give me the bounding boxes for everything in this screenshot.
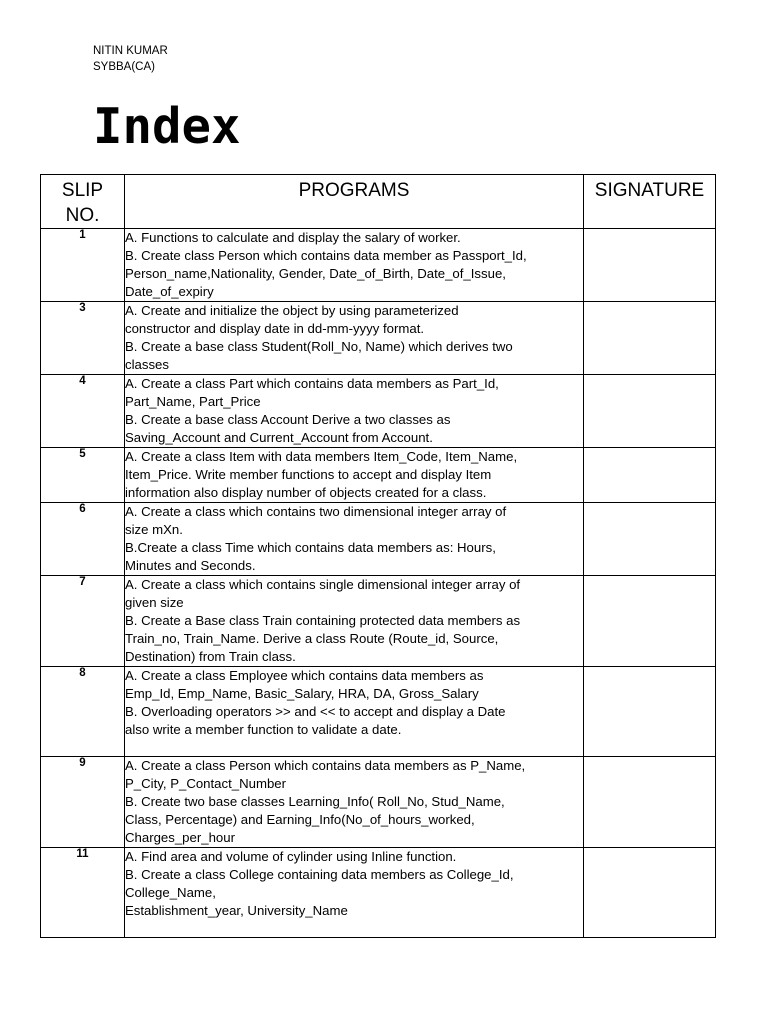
program-line: Item_Price. Write member functions to accept and display Item <box>125 467 492 482</box>
author-name: NITIN KUMAR <box>93 45 168 57</box>
header-slip-line2: NO. <box>65 205 100 226</box>
signature-cell <box>584 576 716 667</box>
program-line: Emp_Id, Emp_Name, Basic_Salary, HRA, DA, Gross_Salary <box>125 686 479 701</box>
signature-cell <box>584 848 716 938</box>
program-line: given size <box>125 595 184 610</box>
program-line: Class, Percentage) and Earning_Info(No_of_hours_worked, <box>125 812 475 827</box>
signature-cell <box>584 667 716 757</box>
signature-cell <box>584 229 716 302</box>
program-line: A. Create and initialize the object by using parameterized <box>125 303 459 318</box>
program-description <box>125 375 584 448</box>
program-line: B. Create a class College containing data members as College_Id, <box>125 867 514 882</box>
signature-cell <box>584 375 716 448</box>
table-row <box>41 576 716 667</box>
table-row <box>41 503 716 576</box>
header-slip-line1: SLIP <box>61 180 104 201</box>
table-row <box>41 757 716 848</box>
program-line: Part_Name, Part_Price <box>125 394 261 409</box>
header-signature: SIGNATURE <box>584 175 716 229</box>
table-header-row <box>41 175 716 229</box>
program-description <box>125 503 584 576</box>
program-line: B. Create class Person which contains data member as Passport_Id, <box>125 248 527 263</box>
slip-number: 1 <box>41 229 125 302</box>
slip-number: 4 <box>41 375 125 448</box>
program-line: A. Create a class which contains two dimensional integer array of <box>125 504 507 519</box>
program-description <box>125 229 584 302</box>
signature-cell <box>584 448 716 503</box>
index-table <box>40 174 716 938</box>
author-class: SYBBA(CA) <box>93 61 155 73</box>
table-row <box>41 229 716 302</box>
program-description <box>125 667 584 757</box>
program-description <box>125 757 584 848</box>
program-line: P_City, P_Contact_Number <box>125 776 287 791</box>
program-line: B. Create a base class Student(Roll_No, Name) which derives two <box>125 339 513 354</box>
program-line: Charges_per_hour <box>125 830 235 845</box>
program-line: A. Create a class Item with data members Item_Code, Item_Name, <box>125 449 518 464</box>
program-line: A. Create a class Part which contains data members as Part_Id, <box>125 376 499 391</box>
program-line: A. Functions to calculate and display the salary of worker. <box>125 230 461 245</box>
header-slip-no <box>41 175 125 229</box>
author-block <box>93 43 168 75</box>
signature-cell <box>584 757 716 848</box>
program-line: constructor and display date in dd-mm-yyyy format. <box>125 321 425 336</box>
table-row <box>41 848 716 938</box>
program-line: A. Create a class Employee which contains data members as <box>125 668 484 683</box>
page-title: Index <box>93 98 241 155</box>
slip-number: 3 <box>41 302 125 375</box>
program-line: B. Create a Base class Train containing protected data members as <box>125 613 521 628</box>
program-description <box>125 302 584 375</box>
program-line: Date_of_expiry <box>125 284 214 299</box>
table-row <box>41 302 716 375</box>
program-line: classes <box>125 357 169 372</box>
program-line: Train_no, Train_Name. Derive a class Route (Route_id, Source, <box>125 631 499 646</box>
program-line: B.Create a class Time which contains data members as: Hours, <box>125 540 496 555</box>
program-line: College_Name, <box>125 885 216 900</box>
program-line: A. Create a class which contains single dimensional integer array of <box>125 577 521 592</box>
program-description <box>125 448 584 503</box>
signature-cell <box>584 302 716 375</box>
program-description <box>125 848 584 938</box>
program-description <box>125 576 584 667</box>
program-line: size mXn. <box>125 522 183 537</box>
table-row <box>41 448 716 503</box>
slip-number: 6 <box>41 503 125 576</box>
program-line: A. Create a class Person which contains data members as P_Name, <box>125 758 526 773</box>
program-line: Minutes and Seconds. <box>125 558 256 573</box>
table-row <box>41 375 716 448</box>
program-line: Destination) from Train class. <box>125 649 296 664</box>
program-line: B. Create two base classes Learning_Info( Roll_No, Stud_Name, <box>125 794 505 809</box>
program-line: information also display number of objects created for a class. <box>125 485 487 500</box>
table-row <box>41 667 716 757</box>
program-line: Person_name,Nationality, Gender, Date_of_Birth, Date_of_Issue, <box>125 266 506 281</box>
slip-number: 9 <box>41 757 125 848</box>
program-line: Establishment_year, University_Name <box>125 903 348 918</box>
signature-cell <box>584 503 716 576</box>
program-line: B. Overloading operators >> and << to accept and display a Date <box>125 704 506 719</box>
header-programs: PROGRAMS <box>125 175 584 229</box>
slip-number: 5 <box>41 448 125 503</box>
program-line: also write a member function to validate a date. <box>125 722 402 737</box>
program-line: A. Find area and volume of cylinder using Inline function. <box>125 849 457 864</box>
slip-number: 7 <box>41 576 125 667</box>
slip-number: 8 <box>41 667 125 757</box>
slip-number: 11 <box>41 848 125 938</box>
program-line: Saving_Account and Current_Account from Account. <box>125 430 433 445</box>
program-line: B. Create a base class Account Derive a two classes as <box>125 412 451 427</box>
